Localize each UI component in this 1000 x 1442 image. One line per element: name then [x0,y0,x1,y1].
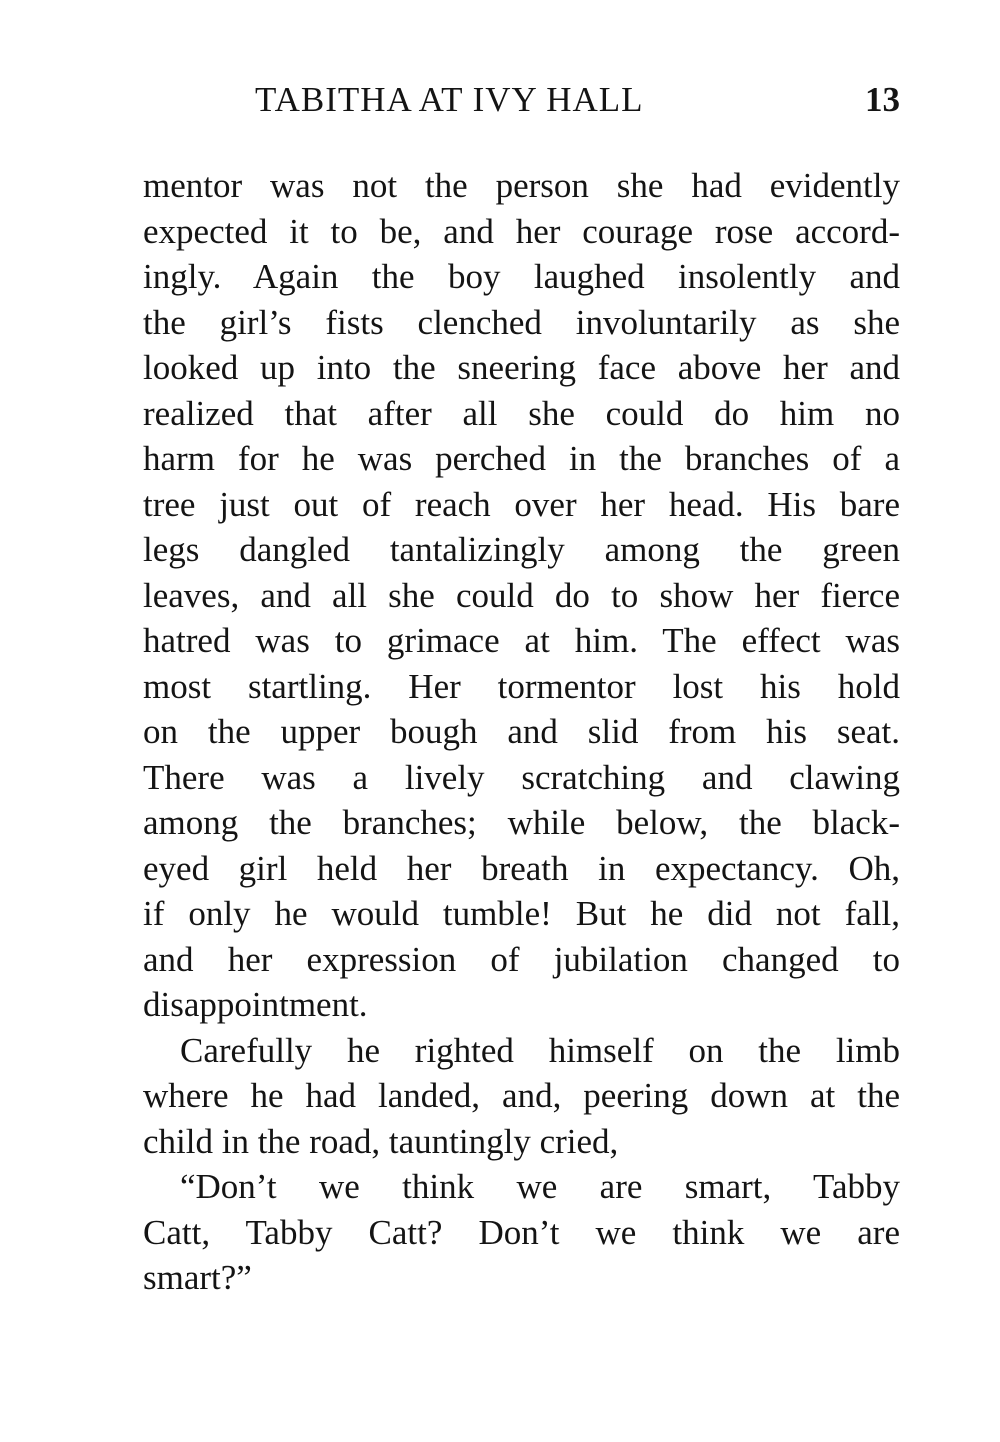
text-line: realized that after all she could do him no [143,393,900,433]
text-line: where he had landed, and, peering down at the [143,1076,900,1115]
text-line: most startling. Her tormentor lost his hold [143,666,900,706]
text-line: harm for he was perched in the branches of a [143,439,900,478]
text-line: and her expression of jubilation changed to [143,939,900,979]
text-line: legs dangled tantalizingly among the green [143,530,900,569]
text-line: expected it to be, and her courage rose accord- [143,211,900,251]
running-header [143,74,900,126]
paragraph-3 [143,1164,900,1301]
text-line: looked up into the sneering face above her and [143,348,900,387]
text-line: if only he would tumble! But he did not fall, [143,894,900,933]
text-line: Carefully he righted himself on the limb [180,1030,900,1070]
text-line: leaves, and all she could do to show her fierce [143,575,900,615]
text-line: There was a lively scratching and clawing [143,757,900,797]
paragraph-1 [143,163,900,1028]
text-line: disappointment. [143,985,368,1024]
text-line: on the upper bough and slid from his seat. [143,712,900,751]
text-line: ingly. Again the boy laughed insolently and [143,257,900,296]
running-title: TABITHA AT IVY HALL [255,80,644,119]
paragraph-2 [143,1028,900,1165]
text-line: tree just out of reach over her head. His bare [143,484,900,524]
text-line: child in the road, tauntingly cried, [143,1121,619,1161]
text-line: Catt, Tabby Catt? Don’t we think we are [143,1212,900,1252]
text-line: smart?” [143,1258,252,1297]
text-line: among the branches; while below, the black- [143,803,900,842]
text-line: the girl’s fists clenched involuntarily as she [143,302,900,342]
text-line: hatred was to grimace at him. The effect was [143,621,900,660]
text-line: “Don’t we think we are smart, Tabby [180,1167,900,1206]
body-text [143,163,900,1301]
page-number: 13 [865,80,900,119]
text-line: eyed girl held her breath in expectancy. Oh, [143,848,900,888]
text-line: mentor was not the person she had evidently [143,166,900,205]
